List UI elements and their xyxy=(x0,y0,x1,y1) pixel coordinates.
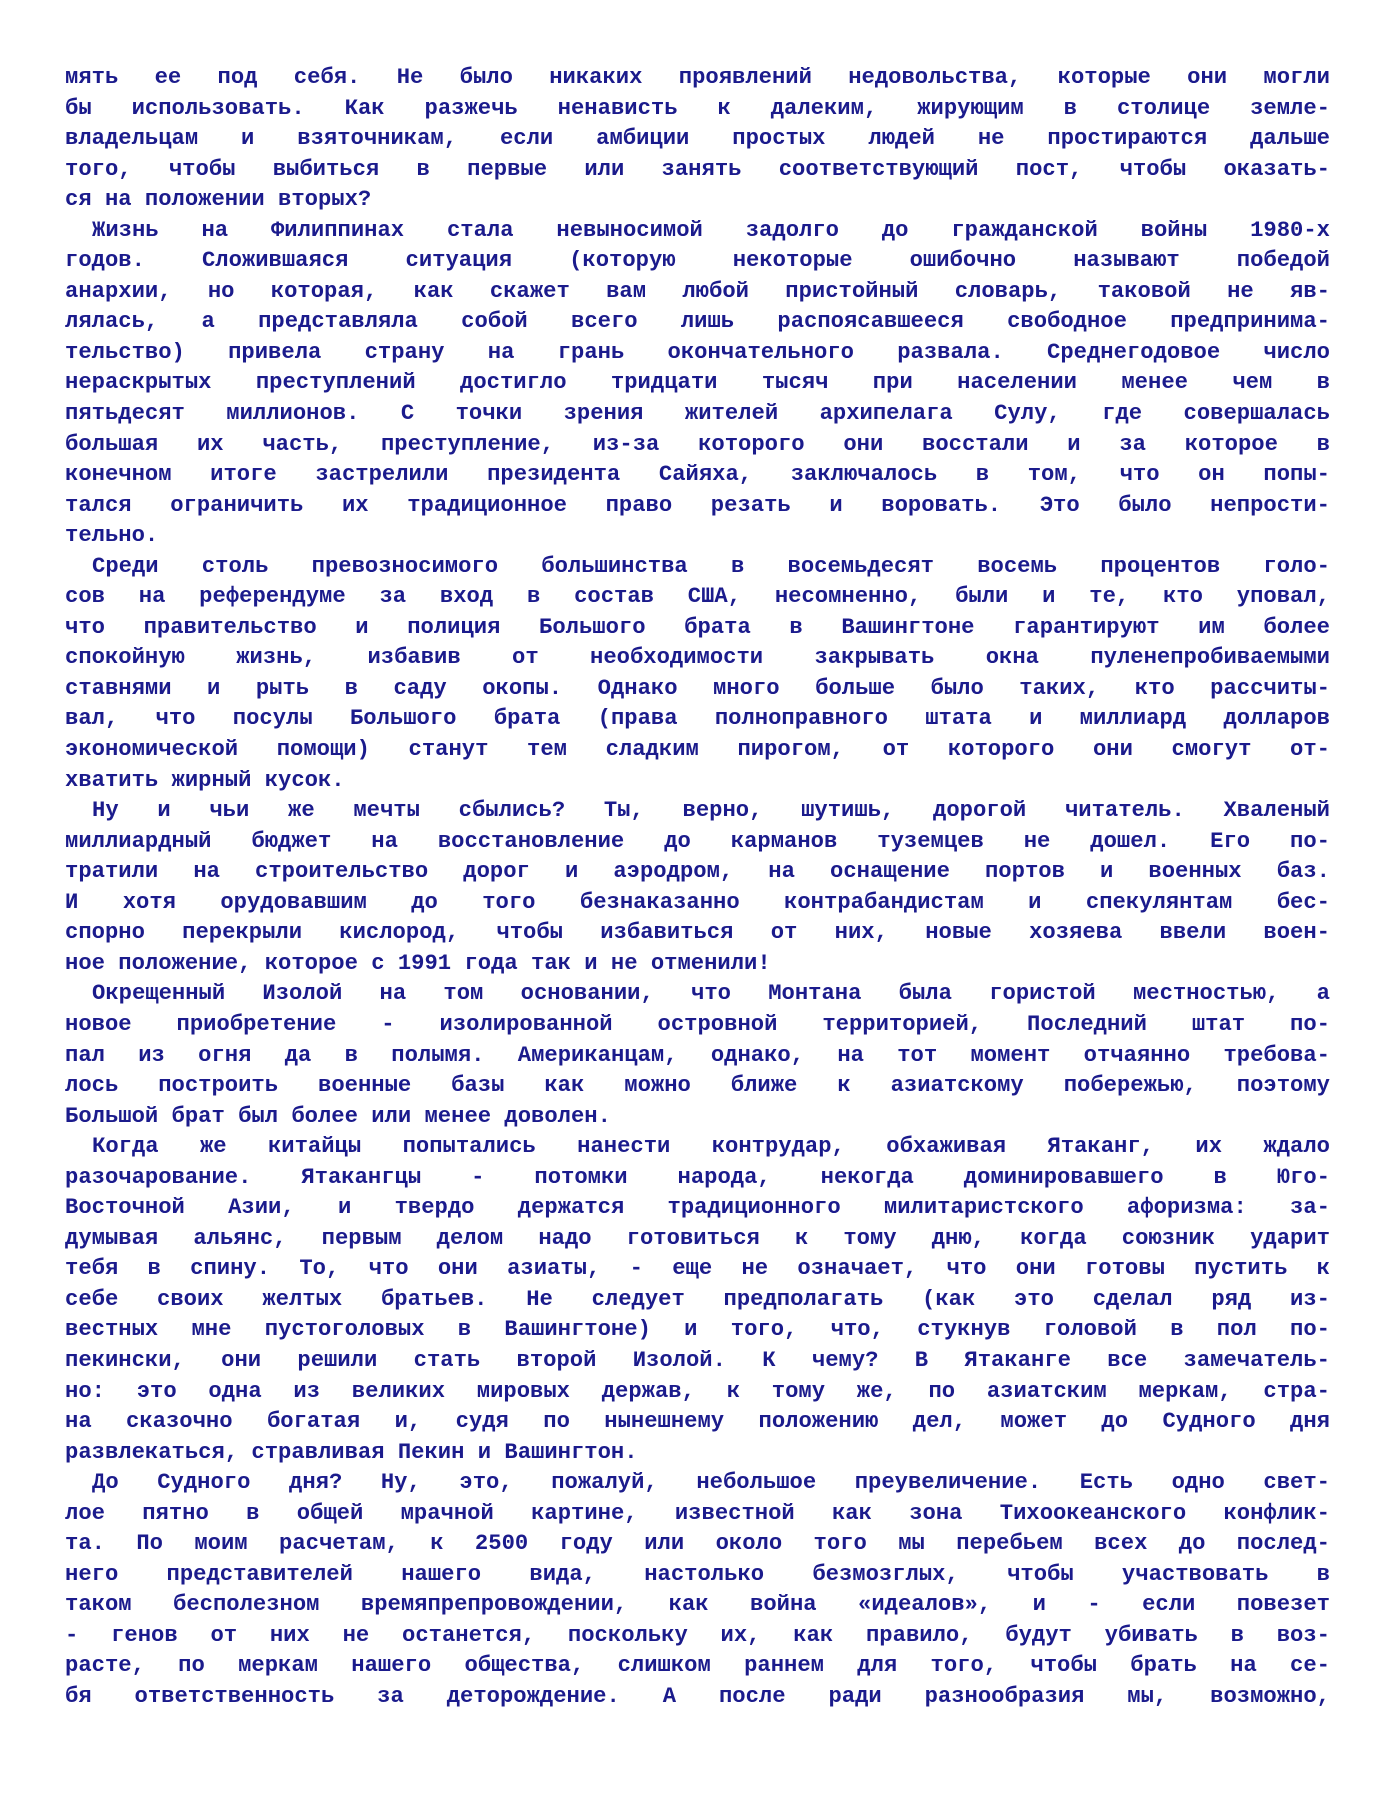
text-line: лось построить военные базы как можно ближе к азиатскому побережью, поэтому xyxy=(65,1073,1330,1099)
text-line: нераскрытых преступлений достигло тридцати тысяч при населении менее чем в xyxy=(65,370,1330,396)
text-line: бы использовать. Как разжечь ненависть к далеким, жирующим в столице земле- xyxy=(65,95,1330,121)
paragraph xyxy=(65,216,1330,552)
text-line: разочарование. Ятакангцы - потомки народа, некогда доминировавшего в Юго- xyxy=(65,1164,1330,1190)
text-line: сов на референдуме за вход в состав США, несомненно, были и те, кто уповал, xyxy=(65,584,1330,610)
text-line: таком бесполезном времяпрепровождении, как война «идеалов», и - если повезет xyxy=(65,1592,1330,1618)
text-line: спокойную жизнь, избавив от необходимости закрывать окна пуленепробиваемыми xyxy=(65,645,1330,671)
text-line: мять ее под себя. Не было никаких проявлений недовольства, которые они могли xyxy=(65,65,1330,90)
text-line: думывая альянс, первым делом надо готовиться к тому дню, когда союзник ударит xyxy=(65,1225,1330,1251)
paragraph xyxy=(65,979,1330,1132)
text-line: экономической помощи) станут тем сладким пирогом, от которого они смогут от- xyxy=(65,737,1330,763)
text-line: годов. Сложившаяся ситуация (которую некоторые ошибочно называют победой xyxy=(65,248,1330,274)
paragraph xyxy=(65,796,1330,979)
text-line: него представителей нашего вида, настолько безмозглых, чтобы участвовать в xyxy=(65,1561,1330,1587)
text-line: большая их часть, преступление, из-за которого они восстали и за которое в xyxy=(65,431,1330,457)
text-line: Когда же китайцы попытались нанести контрудар, обхаживая Ятаканг, их ждало xyxy=(92,1134,1330,1160)
text-line: что правительство и полиция Большого брата в Вашингтоне гарантируют им более xyxy=(65,614,1330,640)
text-line: Большой брат был более или менее доволен. xyxy=(65,1103,611,1129)
text-line: лялась, а представляла собой всего лишь распоясавшееся свободное предпринима- xyxy=(65,309,1330,335)
text-line: тратили на строительство дорог и аэродром, на оснащение портов и военных баз. xyxy=(65,859,1330,885)
text-line: И хотя орудовавшим до того безнаказанно контрабандистам и спекулянтам бес- xyxy=(65,889,1330,915)
text-line: того, чтобы выбиться в первые или занять соответствующий пост, чтобы оказать- xyxy=(65,156,1330,182)
text-line: До Судного дня? Ну, это, пожалуй, небольшое преувеличение. Есть одно свет- xyxy=(92,1470,1330,1496)
text-line: Окрещенный Изолой на том основании, что Монтана была гористой местностью, а xyxy=(92,981,1330,1007)
text-line: пал из огня да в полымя. Американцам, однако, на тот момент отчаянно требова- xyxy=(65,1042,1330,1068)
paragraph xyxy=(65,1468,1330,1712)
text-line: на сказочно богатая и, судя по нынешнему положению дел, может до Судного дня xyxy=(65,1409,1330,1435)
text-line: ся на положении вторых? xyxy=(65,187,372,213)
text-line: Среди столь превозносимого большинства в восемьдесят восемь процентов голо- xyxy=(92,553,1330,579)
text-line: развлекаться, стравливая Пекин и Вашингтон. xyxy=(65,1439,638,1465)
text-line: бя ответственность за деторождение. А после ради разнообразия мы, возможно, xyxy=(65,1683,1330,1709)
text-line: миллиардный бюджет на восстановление до карманов туземцев не дошел. Его по- xyxy=(65,828,1330,854)
text-line: тался ограничить их традиционное право резать и воровать. Это было непрости- xyxy=(65,492,1330,518)
document-page xyxy=(65,63,1330,1713)
text-line: лое пятно в общей мрачной картине, известной как зона Тихоокеанского конфлик- xyxy=(65,1500,1330,1526)
text-line: Жизнь на Филиппинах стала невыносимой задолго до гражданской войны 1980-х xyxy=(92,217,1330,243)
text-line: владельцам и взяточникам, если амбиции простых людей не простираются дальше xyxy=(65,126,1330,152)
text-line: вал, что посулы Большого брата (права полноправного штата и миллиард долларов xyxy=(65,706,1330,732)
text-line: конечном итоге застрелили президента Сайяха, заключалось в том, что он попы- xyxy=(65,462,1330,488)
text-line: новое приобретение - изолированной островной территорией, Последний штат по- xyxy=(65,1011,1330,1037)
text-line: расте, по меркам нашего общества, слишком раннем для того, чтобы брать на се- xyxy=(65,1653,1330,1679)
text-line: тельство) привела страну на грань окончательного развала. Среднегодовое число xyxy=(65,339,1330,365)
paragraph xyxy=(65,552,1330,796)
text-line: Восточной Азии, и твердо держатся традиционного милитаристского афоризма: за- xyxy=(65,1195,1330,1221)
text-line: хватить жирный кусок. xyxy=(65,767,345,793)
text-line: ное положение, которое с 1991 года так и не отменили! xyxy=(65,950,771,976)
text-line: Ну и чьи же мечты сбылись? Ты, верно, шутишь, дорогой читатель. Хваленый xyxy=(92,798,1330,824)
text-line: та. По моим расчетам, к 2500 году или около того мы перебьем всех до послед- xyxy=(65,1531,1330,1557)
text-line: тельно. xyxy=(65,523,159,549)
text-line: пекински, они решили стать второй Изолой. К чему? В Ятаканге все замечатель- xyxy=(65,1347,1330,1373)
text-line: спорно перекрыли кислород, чтобы избавиться от них, новые хозяева ввели воен- xyxy=(65,920,1330,946)
paragraph xyxy=(65,1132,1330,1468)
paragraph xyxy=(65,63,1330,216)
text-line: пятьдесят миллионов. С точки зрения жителей архипелага Сулу, где совершалась xyxy=(65,401,1330,427)
text-line: себе своих желтых братьев. Не следует предполагать (как это сделал ряд из- xyxy=(65,1286,1330,1312)
text-line: но: это одна из великих мировых держав, к тому же, по азиатским меркам, стра- xyxy=(65,1378,1330,1404)
text-line: анархии, но которая, как скажет вам любой пристойный словарь, таковой не яв- xyxy=(65,278,1330,304)
text-line: ставнями и рыть в саду окопы. Однако много больше было таких, кто рассчиты- xyxy=(65,675,1330,701)
text-line: тебя в спину. То, что они азиаты, - еще не означает, что они готовы пустить к xyxy=(65,1256,1330,1282)
text-line: вестных мне пустоголовых в Вашингтоне) и того, что, стукнув головой в пол по- xyxy=(65,1317,1330,1343)
text-line: - генов от них не останется, поскольку их, как правило, будут убивать в воз- xyxy=(65,1622,1330,1648)
